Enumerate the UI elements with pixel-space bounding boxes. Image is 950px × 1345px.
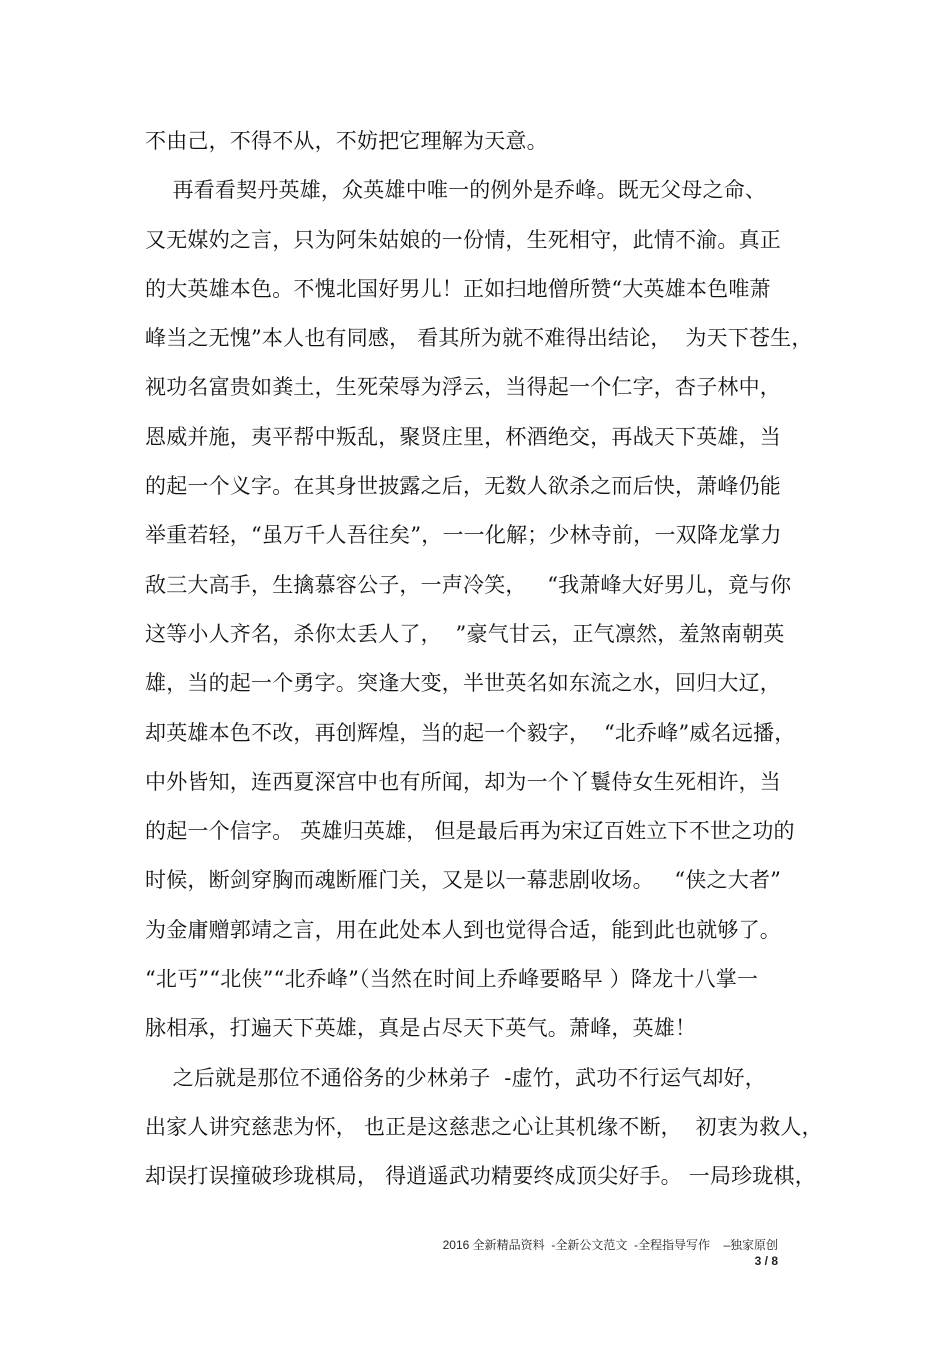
text-line: 又无媒妁之言，只为阿朱姑娘的一份情，生死相守，此情不渝。真正 bbox=[145, 227, 781, 252]
text-line: 雄，当的起一个勇字。突逢大变，半世英名如东流之水，回归大辽， bbox=[145, 671, 781, 696]
text-line: 的起一个义字。在其身世披露之后，无数人欲杀之而后快，萧峰仍能 bbox=[145, 474, 781, 499]
text-line: 之后就是那位不通俗务的少林弟子 -虚竹，武功不行运气却好， bbox=[145, 1065, 766, 1090]
text-line: 再看看契丹英雄，众英雄中唯一的例外是乔峰。既无父母之命、 bbox=[145, 178, 767, 203]
text-line: 的起一个信字。 英雄归英雄， 但是最后再为宋辽百姓立下不世之功的 bbox=[145, 819, 795, 844]
text-line: 峰当之无愧”本人也有同感， 看其所为就不难得出结论， 为天下苍生， bbox=[145, 326, 813, 351]
page-footer: 2016 全新精品资料 -全新公文范文 -全程指导写作 –独家原创 bbox=[442, 1238, 778, 1252]
text-line: 出家人讲究慈悲为怀， 也正是这慈悲之心让其机缘不断， 初衷为救人， bbox=[145, 1114, 823, 1139]
text-line: 中外皆知，连西夏深宫中也有所闻，却为一个丫鬟侍女生死相许，当 bbox=[145, 769, 781, 794]
text-line: 举重若轻，“虽万千人吾往矣”，一一化解；少林寺前，一双降龙掌力 bbox=[145, 523, 782, 548]
text-line: 这等小人齐名，杀你太丢人了， ”豪气甘云，正气凛然，羞煞南朝英 bbox=[145, 621, 785, 646]
text-line: 敌三大高手，生擒慕容公子，一声冷笑， “我萧峰大好男儿，竟与你 bbox=[145, 572, 792, 597]
text-line: “北丐”“北侠”“北乔峰”（当然在时间上乔峰要略早 ）降龙十八掌一 bbox=[145, 967, 759, 992]
text-line: 不由己，不得不从，不妨把它理解为天意。 bbox=[145, 129, 548, 153]
text-line: 恩威并施，夷平帮中叛乱，聚贤庄里，杯酒绝交，再战天下英雄，当 bbox=[145, 424, 781, 449]
text-line: 却误打误撞破珍珑棋局， 得逍遥武功精要终成顶尖好手。 一局珍珑棋， bbox=[145, 1164, 816, 1189]
text-line: 视功名富贵如粪土，生死荣辱为浮云，当得起一个仁字，杏子林中， bbox=[145, 375, 781, 400]
body-text bbox=[145, 122, 823, 1207]
text-line: 却英雄本色不改，再创辉煌，当的起一个毅字， “北乔峰”威名远播， bbox=[145, 720, 796, 745]
page-number: 3 / 8 bbox=[754, 1254, 778, 1268]
text-line: 为金庸赠郭靖之言，用在此处本人到也觉得合适，能到此也就够了。 bbox=[145, 917, 781, 942]
text-line: 脉相承，打遍天下英雄，真是占尽天下英气。萧峰，英雄！ bbox=[145, 1016, 697, 1041]
text-line: 时候，断剑穿胸而魂断雁门关，又是以一幕悲剧收场。 “侠之大者” bbox=[145, 868, 782, 893]
text-line: 的大英雄本色。不愧北国好男儿！正如扫地僧所赞“大英雄本色唯萧 bbox=[145, 276, 771, 301]
